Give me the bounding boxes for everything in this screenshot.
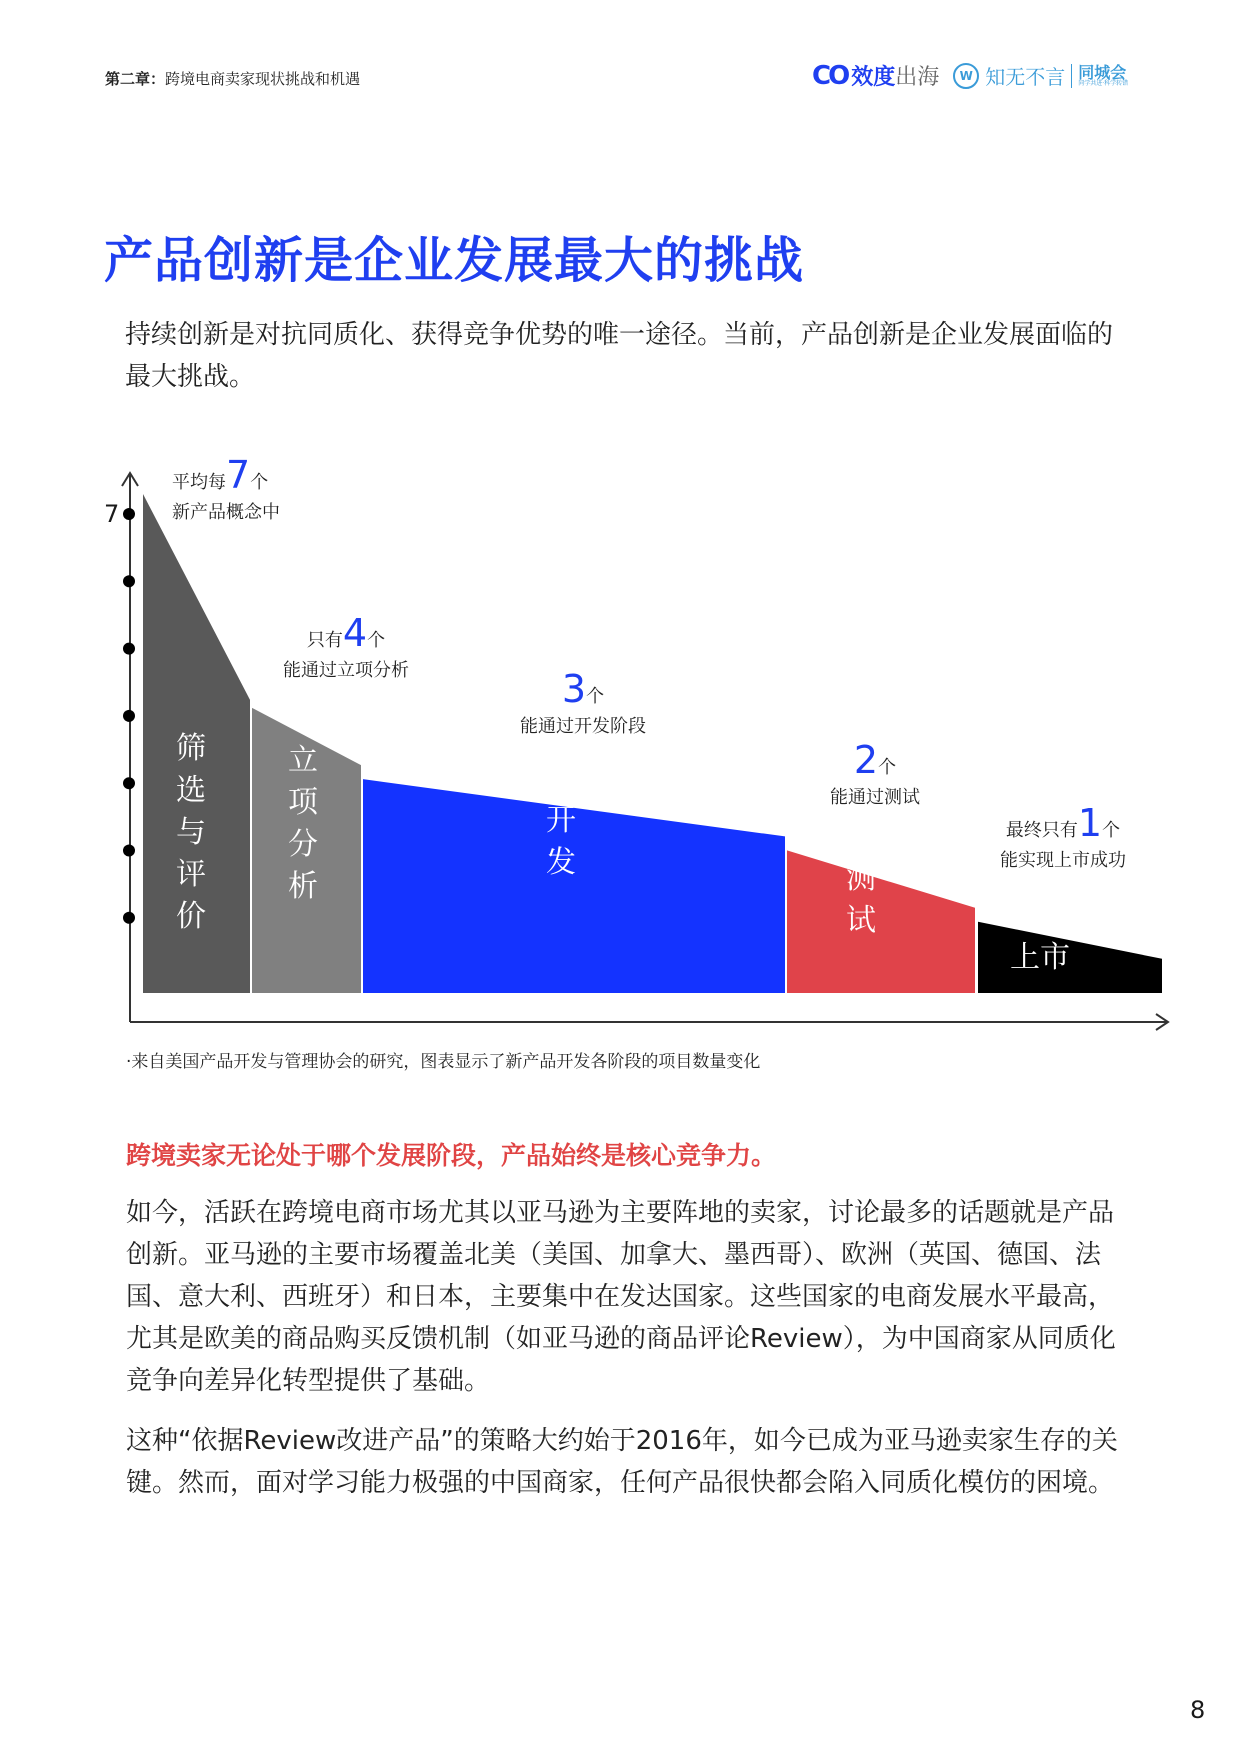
annotation-count: 7 [226,453,251,497]
stage-label: 筛选与评价 [176,731,206,934]
y-tick-dot [123,575,135,587]
y-tick-dot [123,508,135,520]
annotation-prefix: 平均每 [172,472,226,493]
annotation-line2: 能通过开发阶段 [520,716,646,737]
y-tick-dot [123,710,135,722]
y-tick-label: 7 [104,500,120,528]
body-paragraph-1: 如今，活跃在跨境电商市场尤其以亚马逊为主要阵地的卖家，讨论最多的话题就是产品创新。亚马逊的主要市场覆盖北美（美国、加拿大、墨西哥）、欧洲（英国、德国、法国、意大利、西班牙）和日本，主要集中在发达国家。这些国家的电商发展水平最高，尤其是欧美的商品购买反馈机制（如亚马逊的商品评论Review），为中国商家从同质化竞争向差异化转型提供了基础。 [126,1198,1116,1396]
annotation-line2: 能实现上市成功 [1000,850,1126,871]
annotation-count: 1 [1077,801,1103,845]
annotation-count: 3 [561,667,587,711]
xiaodu-logo-mark: CO [812,60,848,91]
stage-annotation [1000,801,1126,876]
chart-caption: ·来自美国产品开发与管理协会的研究，图表显示了新产品开发各阶段的项目数量变化 [126,1052,761,1072]
zhiwubuyan-logo-name: 知无不言 [985,65,1066,89]
annotation-unit: 个 [1102,820,1121,841]
tongchenghui-slogan: 同学共进·科学转错 [1078,79,1129,87]
annotation-unit: 个 [250,472,269,493]
stage-label: 开发 [546,803,576,880]
stage-bar-3 [787,850,975,993]
y-tick-dot [123,643,135,655]
stage-label: 测试 [846,861,876,938]
annotation-unit: 个 [586,686,605,707]
annotation-line2: 新产品概念中 [172,502,280,523]
annotation-count: 2 [853,738,879,782]
annotation-unit: 个 [367,630,386,651]
stage-annotation [172,453,280,528]
intro-paragraph: 持续创新是对抗同质化、获得竞争优势的唯一途径。当前，产品创新是企业发展面临的最大挑战。 [125,320,1114,392]
page-title: 产品创新是企业发展最大的挑战 [104,232,805,289]
stage-annotation [283,611,409,686]
stage-annotation [830,738,920,813]
stage-label: 立项分析 [288,743,318,904]
body-paragraph-2: 这种“依据Review改进产品”的策略大约始于2016年，如今已成为亚马逊卖家生存的关键。然而，面对学习能力极强的中国商家，任何产品很快都会陷入同质化模仿的困境。 [126,1426,1118,1498]
y-tick-dot [123,912,135,924]
tongchenghui-name: 同城会 [1078,62,1127,82]
xiaodu-logo-suffix: 出海 [895,65,940,90]
xiaodu-logo-name: 效度 [851,65,896,90]
y-tick-dot [123,777,135,789]
y-tick-dot [123,845,135,857]
annotation-count: 4 [342,611,368,655]
annotation-line2: 能通过立项分析 [283,660,409,681]
laurel-w-icon: W [953,63,979,89]
annotation-prefix: 最终只有 [1005,820,1078,841]
chapter-label: 第二章： [105,70,166,88]
stage-annotation [520,667,646,742]
chapter-title: 跨境电商卖家现状挑战和机遇 [165,70,361,88]
stage-label: 上市 [1010,940,1070,975]
page-number: 8 [1190,1696,1206,1724]
highlight-heading: 跨境卖家无论处于哪个发展阶段，产品始终是核心竞争力。 [126,1141,777,1170]
annotation-prefix: 只有 [306,630,343,651]
annotation-line2: 能通过测试 [830,787,920,808]
annotation-unit: 个 [878,757,897,778]
